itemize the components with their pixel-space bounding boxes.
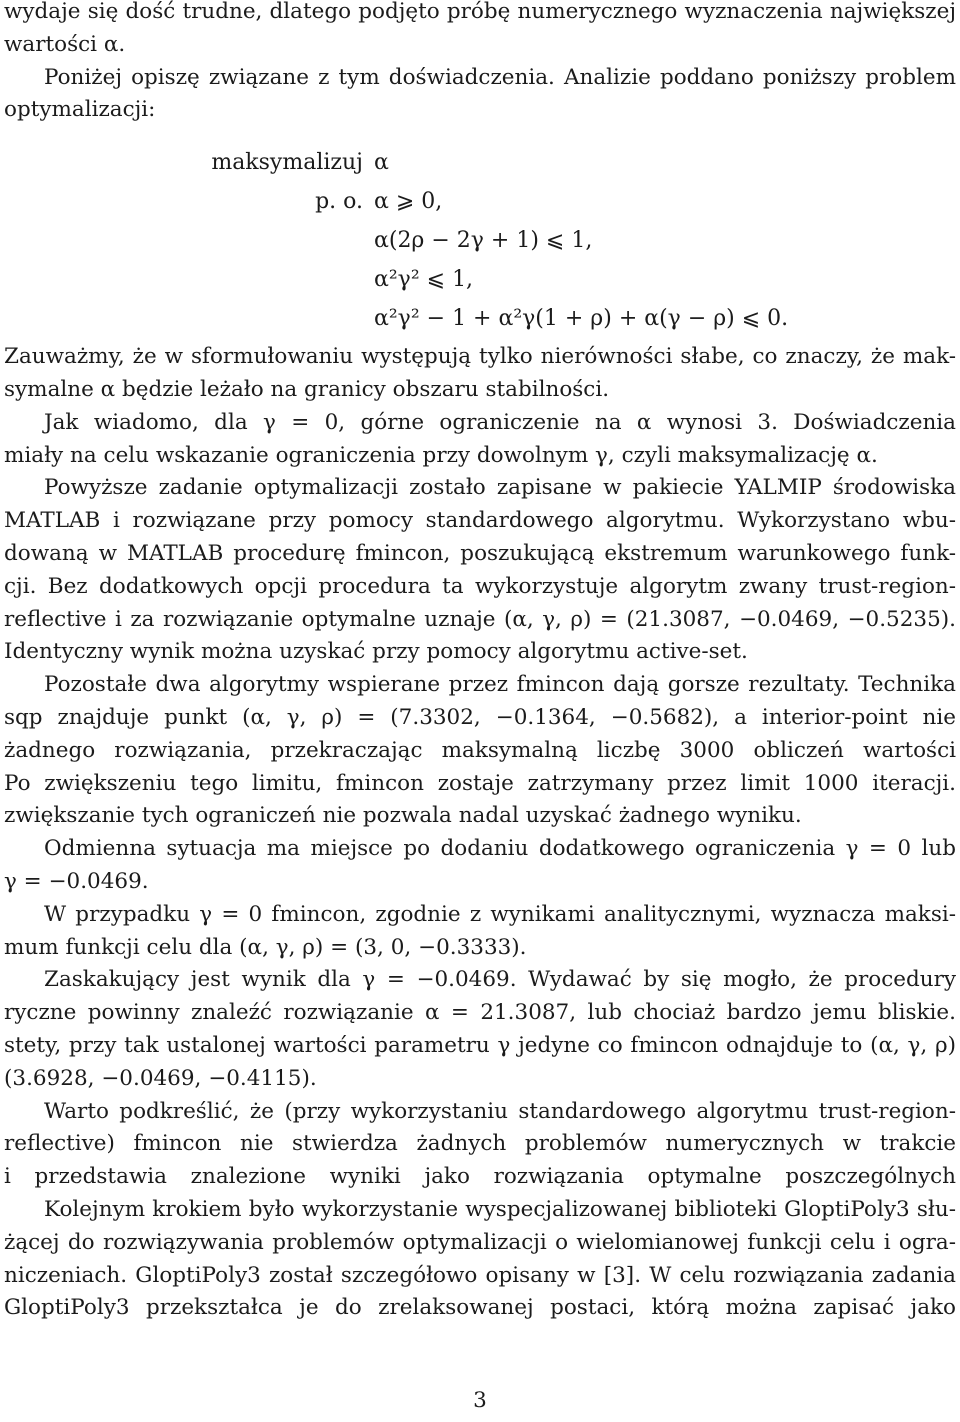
text-line: GloptiPoly3 przekształca je do zrelaksowanej postaci, którą można zapisać jako bbox=[4, 1295, 956, 1321]
constraint-row bbox=[4, 186, 956, 220]
text-line: Odmienna sytuacja ma miejsce po dodaniu dodatkowego ograniczenia γ = 0 lub bbox=[44, 836, 956, 862]
text-line: Jak wiadomo, dla γ = 0, górne ograniczenie na α wynosi 3. Doświadczenia bbox=[44, 409, 956, 435]
objective-expr: α bbox=[374, 150, 389, 176]
constraint-expr: α²γ² ⩽ 1, bbox=[374, 267, 474, 293]
text-line: MATLAB i rozwiązane przy pomocy standardowego algorytmu. Wykorzystano wbu- bbox=[4, 508, 956, 534]
maximize-label: maksymalizuj bbox=[211, 150, 363, 176]
text-line: cji. Bez dodatkowych opcji procedura ta wykorzystuje algorytm zwany trust-region- bbox=[4, 573, 956, 599]
optimization-problem bbox=[4, 127, 956, 341]
constraint-expr: α ⩾ 0, bbox=[374, 189, 443, 215]
text-line: Identyczny wynik można uzyskać przy pomocy algorytmu active-set. bbox=[4, 639, 748, 665]
text-line: Zauważmy, że w sformułowaniu występują tylko nierówności słabe, co znaczy, że mak- bbox=[4, 344, 956, 370]
text-line: ryczne powinny znaleźć rozwiązanie α = 21.3087, lub chociaż bardzo jemu bliskie. bbox=[4, 1000, 956, 1026]
text-line: optymalizacji: bbox=[4, 97, 156, 123]
text-line: reflective i za rozwiązanie optymalne uznaje (α, γ, ρ) = (21.3087, −0.0469, −0.5235). bbox=[4, 606, 956, 632]
text-line: zwiększanie tych ograniczeń nie pozwala nadal uzyskać żadnego wyniku. bbox=[4, 803, 802, 829]
text-line: dowaną w MATLAB procedurę fmincon, poszukującą ekstremum warunkowego funk- bbox=[4, 540, 956, 566]
text-line: żadnego rozwiązania, przekraczając maksymalną liczbę 3000 obliczeń wartości bbox=[4, 737, 956, 763]
constraint-row bbox=[4, 264, 956, 298]
constraint-row bbox=[4, 303, 956, 337]
constraint-expr: α²γ² − 1 + α²γ(1 + ρ) + α(γ − ρ) ⩽ 0. bbox=[374, 306, 789, 332]
text-line: stety, przy tak ustalonej wartości parametru γ jedyne co fmincon odnajduje to (α, γ, ρ) bbox=[4, 1032, 956, 1058]
text-line: γ = −0.0469. bbox=[4, 868, 149, 894]
text-line: Zaskakujący jest wynik dla γ = −0.0469. Wydawać by się mogło, że procedury bbox=[44, 967, 956, 993]
objective-row bbox=[4, 147, 956, 181]
text-line: wartości α. bbox=[4, 31, 126, 57]
text-line: reflective) fmincon nie stwierdza żadnych problemów numerycznych w trakcie bbox=[4, 1131, 956, 1157]
text-line: mum funkcji celu dla (α, γ, ρ) = (3, 0, −0.3333). bbox=[4, 934, 527, 960]
subject-to-label: p. o. bbox=[315, 189, 363, 215]
text-line: sqp znajduje punkt (α, γ, ρ) = (7.3302, −0.1364, −0.5682), a interior-point nie bbox=[4, 704, 956, 730]
text-line: wydaje się dość trudne, dlatego podjęto próbę numerycznego wyznaczenia największej bbox=[4, 0, 956, 24]
text-line: Poniżej opiszę związane z tym doświadczenia. Analizie poddano poniższy problem bbox=[44, 64, 956, 90]
text-line: żącej do rozwiązywania problemów optymalizacji o wielomianowej funkcji celu i ogra- bbox=[4, 1229, 956, 1255]
constraint-expr: α(2ρ − 2γ + 1) ⩽ 1, bbox=[374, 228, 593, 254]
text-line: Kolejnym krokiem było wykorzystanie wyspecjalizowanej biblioteki GloptiPoly3 słu- bbox=[44, 1196, 956, 1222]
page-number: 3 bbox=[473, 1388, 487, 1413]
text-line: Warto podkreślić, że (przy wykorzystaniu standardowego algorytmu trust-region- bbox=[44, 1098, 956, 1124]
text-line: Pozostałe dwa algorytmy wspierane przez fmincon dają gorsze rezultaty. Technika bbox=[44, 672, 956, 698]
text-line: Powyższe zadanie optymalizacji zostało zapisane w pakiecie YALMIP środowiska bbox=[44, 475, 956, 501]
text-line: symalne α będzie leżało na granicy obszaru stabilności. bbox=[4, 376, 610, 402]
text-line: i przedstawia znalezione wyniki jako rozwiązania optymalne poszczególnych bbox=[4, 1164, 956, 1190]
document-page bbox=[4, 0, 956, 1325]
text-line: niczeniach. GloptiPoly3 został szczegółowo opisany w [3]. W celu rozwiązania zadania bbox=[4, 1262, 956, 1288]
text-line: Po zwiększeniu tego limitu, fmincon zostaje zatrzymany przez limit 1000 iteracji. bbox=[4, 770, 956, 796]
text-line: (3.6928, −0.0469, −0.4115). bbox=[4, 1065, 317, 1091]
text-line: W przypadku γ = 0 fmincon, zgodnie z wynikami analitycznymi, wyznacza maksi- bbox=[44, 901, 956, 927]
constraint-row bbox=[4, 225, 956, 259]
text-line: miały na celu wskazanie ograniczenia przy dowolnym γ, czyli maksymalizację α. bbox=[4, 442, 878, 468]
